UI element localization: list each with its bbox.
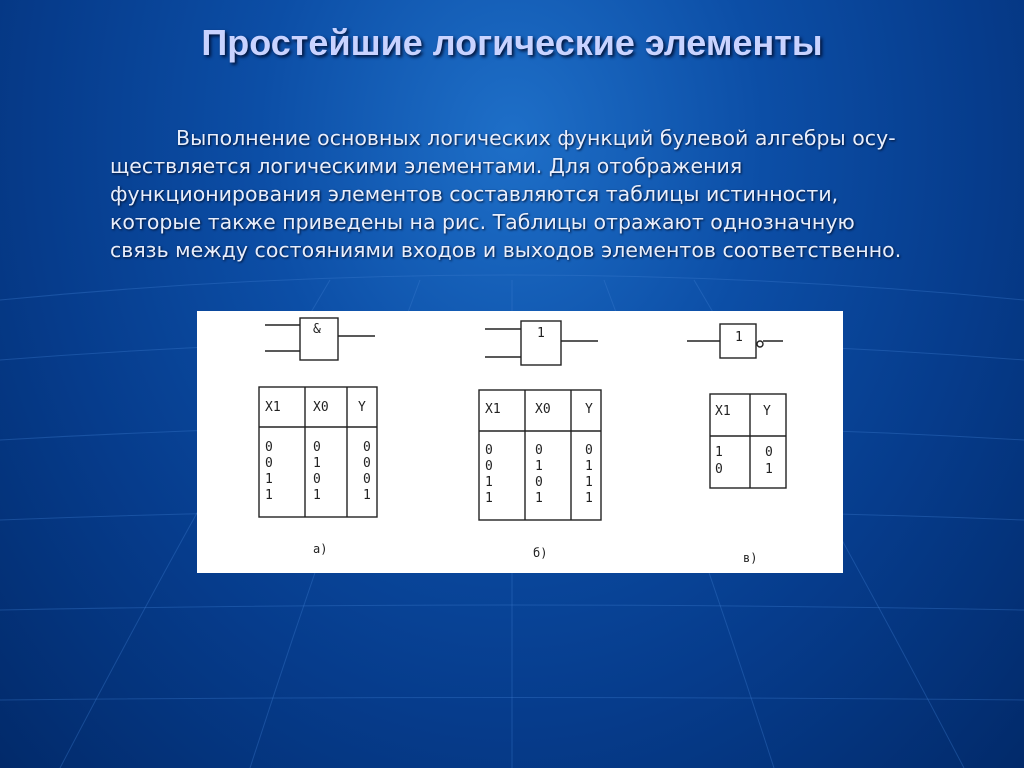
not-gate-inversion-bubble <box>757 341 763 347</box>
table-cell: 1 <box>265 472 273 487</box>
table-cell: 0 <box>765 445 773 460</box>
slide-paragraph <box>110 124 990 264</box>
table-cell: 0 <box>585 443 593 458</box>
not-gate-symbol: 1 <box>735 330 743 345</box>
table-cell: 1 <box>585 491 593 506</box>
table-cell: 0 <box>313 440 321 455</box>
paragraph-line: ществляется логическими элементами. Для отображения <box>110 154 743 178</box>
table-cell: 1 <box>485 491 493 506</box>
table-cell: 0 <box>485 459 493 474</box>
table-cell: 0 <box>313 472 321 487</box>
table-cell: 1 <box>485 475 493 490</box>
table-cell: 0 <box>265 456 273 471</box>
paragraph-line: Выполнение основных логических функций булевой алгебры осу- <box>176 126 896 150</box>
and-caption: а) <box>313 542 328 556</box>
table-header: X1 <box>715 404 731 419</box>
table-cell: 0 <box>265 440 273 455</box>
table-header: X0 <box>313 400 329 415</box>
paragraph-line: которые также приведены на рис. Таблицы отражают однозначную <box>110 210 855 234</box>
table-cell: 1 <box>715 445 723 460</box>
table-cell: 1 <box>313 488 321 503</box>
paragraph-line: функционирования элементов составляются таблицы истинности, <box>110 182 839 206</box>
table-cell: 1 <box>585 475 593 490</box>
table-cell: 0 <box>485 443 493 458</box>
table-cell: 1 <box>265 488 273 503</box>
table-header: Y <box>358 400 366 415</box>
table-cell: 0 <box>535 475 543 490</box>
table-cell: 0 <box>715 462 723 477</box>
table-header: Y <box>585 402 593 417</box>
table-cell: 1 <box>313 456 321 471</box>
not-caption: в) <box>743 551 758 565</box>
or-caption: б) <box>533 546 548 560</box>
table-cell: 0 <box>363 440 371 455</box>
table-cell: 0 <box>535 443 543 458</box>
table-header: X1 <box>485 402 501 417</box>
table-cell: 1 <box>363 488 371 503</box>
table-cell: 1 <box>585 459 593 474</box>
table-cell: 0 <box>363 472 371 487</box>
slide-title: Простейшие логические элементы <box>201 22 823 63</box>
logic-gates-diagram <box>197 311 843 573</box>
table-header: X1 <box>265 400 281 415</box>
and-gate-symbol: & <box>313 322 321 337</box>
table-cell: 1 <box>535 459 543 474</box>
table-header: X0 <box>535 402 551 417</box>
table-cell: 1 <box>535 491 543 506</box>
or-gate-symbol: 1 <box>537 326 545 341</box>
logic-gates-figure <box>197 311 843 573</box>
table-header: Y <box>763 404 771 419</box>
table-cell: 1 <box>765 462 773 477</box>
table-cell: 0 <box>363 456 371 471</box>
paragraph-line: связь между состояниями входов и выходов элементов соответственно. <box>110 238 902 262</box>
